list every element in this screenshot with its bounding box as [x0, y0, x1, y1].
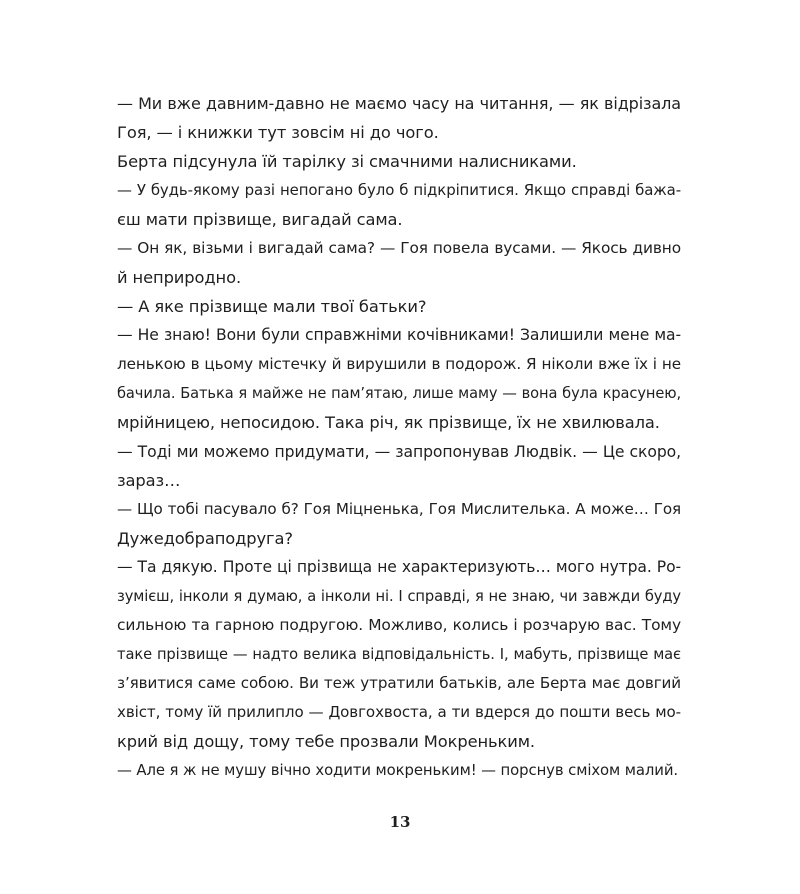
text-line: крий від дощу, тому тебе прозвали Мокреньким.: [117, 732, 536, 751]
text-line: — Ми вже давним-давно не маємо часу на читання, — як відрізала: [117, 94, 681, 113]
text-line: зумієш, інколи я думаю, а інколи ні. І справді, я не знаю, чи завжди буду: [117, 588, 681, 605]
text-line: Гоя, — і книжки тут зовсім ні до чого.: [117, 123, 439, 142]
text-line: — Не знаю! Вони були справжніми кочівниками! Залишили мене ма-: [117, 326, 681, 344]
text-line: з’явитися саме собою. Ви теж утратили батьків, але Берта має довгий: [117, 674, 681, 692]
text-line: таке прізвище — надто велика відповідальність. І, мабуть, прізвище має: [117, 646, 681, 663]
text-line: зараз…: [117, 471, 181, 490]
text-line: хвіст, тому їй прилипло — Довгохвоста, а ти вдерся до пошти весь мо-: [117, 703, 681, 721]
text-line: — Але я ж не мушу вічно ходити мокреньким! — порснув сміхом малий.: [117, 761, 679, 779]
text-line: — Що тобі пасувало б? Гоя Міцненька, Гоя Мислителька. А може… Гоя: [117, 500, 681, 518]
text-line: Дужедобраподруга?: [117, 529, 293, 548]
text-line: — Та дякую. Проте ці прізвища не характеризують… мого нутра. Ро-: [117, 558, 681, 576]
text-line: єш мати прізвище, вигадай сама.: [117, 210, 403, 229]
page-body-text: [117, 89, 681, 785]
text-line: й неприродно.: [117, 268, 242, 287]
page-number: 13: [389, 813, 411, 831]
text-line: — Тоді ми можемо придумати, — запропонував Людвік. — Це скоро,: [117, 442, 681, 461]
text-line: ленькою в цьому містечку й вирушили в подорож. Я ніколи вже їх і не: [117, 355, 681, 373]
text-line: Берта підсунула їй тарілку зі смачними налисниками.: [117, 152, 577, 171]
text-line: — У будь-якому разі непогано було б підкріпитися. Якщо справді бажа-: [117, 181, 681, 199]
text-line: — А яке прізвище мали твої батьки?: [117, 297, 427, 316]
text-line: бачила. Батька я майже не пам’ятаю, лише маму — вона була красунею,: [117, 385, 681, 402]
text-line: сильною та гарною подругою. Можливо, колись і розчарую вас. Тому: [117, 616, 681, 634]
text-line: мрійницею, непосидою. Така річ, як прізвище, їх не хвилювала.: [117, 413, 660, 432]
text-line: — Он як, візьми і вигадай сама? — Гоя повела вусами. — Якось дивно: [117, 239, 681, 257]
